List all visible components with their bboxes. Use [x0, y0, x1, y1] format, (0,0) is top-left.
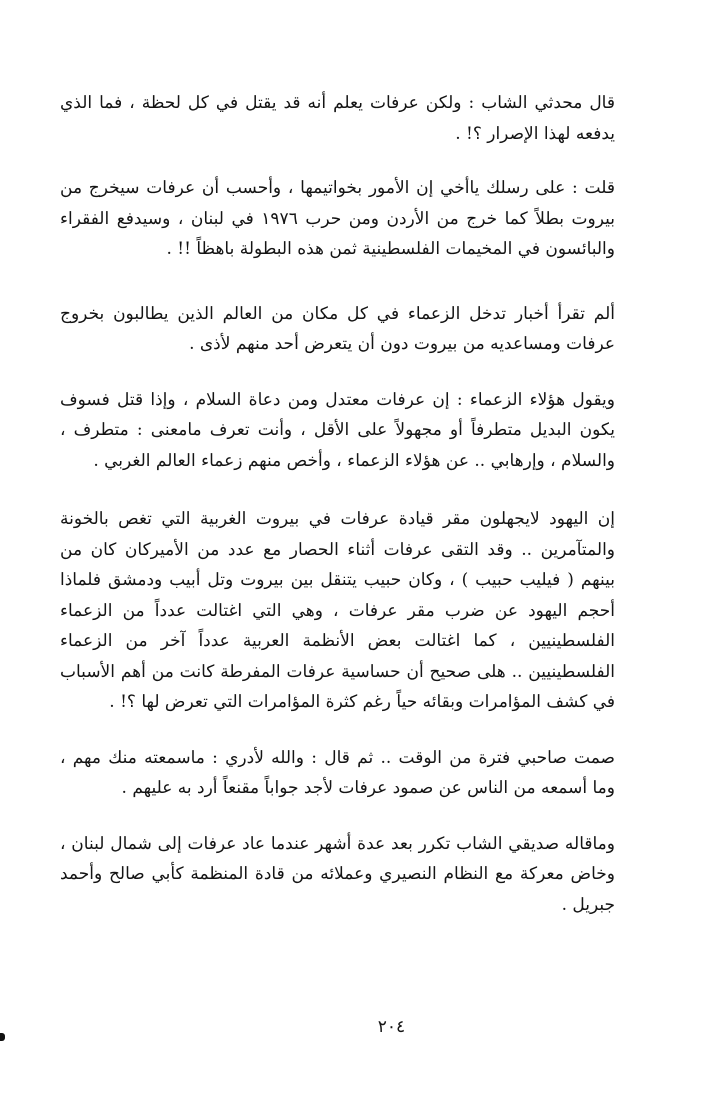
scan-edge-mark [0, 1033, 5, 1041]
paragraph-7: وماقاله صديقي الشاب تكرر بعد عدة أشهر عندما عاد عرفات إلى شمال لبنان ، وخاض معركة مع النظام النصيري وعملائه من قادة المنظمة كأبي صالح وأحمد جبريل . [60, 833, 615, 915]
paragraph-4: ويقول هؤلاء الزعماء : إن عرفات معتدل ومن دعاة السلام ، وإذا قتل فسوف يكون البديل متطرفاً أو مجهولاً على الأقل ، وأنت تعرف مامعنى : متطرف ، والسلام ، وإرهابي .. عن هؤلاء الزعماء ، وأخص منهم زعماء العالم الغربي . [60, 389, 615, 471]
paragraph-3: ألم تقرأ أخبار تدخل الزعماء في كل مكان من العالم الذين يطالبون بخروج عرفات ومساعديه من بيروت دون أن يتعرض أحد منهم لأذى . [60, 303, 615, 354]
paragraph-6: صمت صاحبي فترة من الوقت .. ثم قال : والله لأدري : ماسمعته منك مهم ، وما أسمعه من الناس عن صمود عرفات لأجد جواباً مقنعاً أرد به عليهم . [60, 747, 615, 798]
paragraph-1: قال محدثي الشاب : ولكن عرفات يعلم أنه قد يقتل في كل لحظة ، فما الذي يدفعه لهذا الإصرار ؟! . [60, 93, 615, 144]
page-number: ٢٠٤ [377, 1017, 406, 1037]
paragraph-2: قلت : على رسلك ياأخي إن الأمور بخواتيمها ، وأحسب أن عرفات سيخرج من بيروت بطلاً كما خرج من الأردن ومن حرب ١٩٧٦ في لبنان ، وسيدفع الفقراء والبائسون في المخيمات الفلسطينية ثمن هذه البطولة باهظاً !! . [60, 178, 615, 259]
paragraph-5: إن اليهود لايجهلون مقر قيادة عرفات في بيروت الغربية التي تغص بالخونة والمتآمرين .. وقد التقى عرفات أثناء الحصار مع عدد من الأميركان كان من بينهم ( فيليب حبيب ) ، وكان حبيب يتنقل بين بيروت وتل أبيب ودمشق فلماذا أحجم اليهود عن ضرب مقر عرفات ، وهي التي اغتالت عدداً من الزعماء الفلسطينيين ، كما اغتالت بعض الأنظمة العربية عدداً آخر من الزعماء الفلسطينيين .. هلى صحيح أن حساسية عرفات المفرطة كانت من أهم الأسباب في كشف المؤامرات وبقائه حياً رغم كثرة المؤامرات التي تعرض لها ؟! . [60, 509, 615, 712]
